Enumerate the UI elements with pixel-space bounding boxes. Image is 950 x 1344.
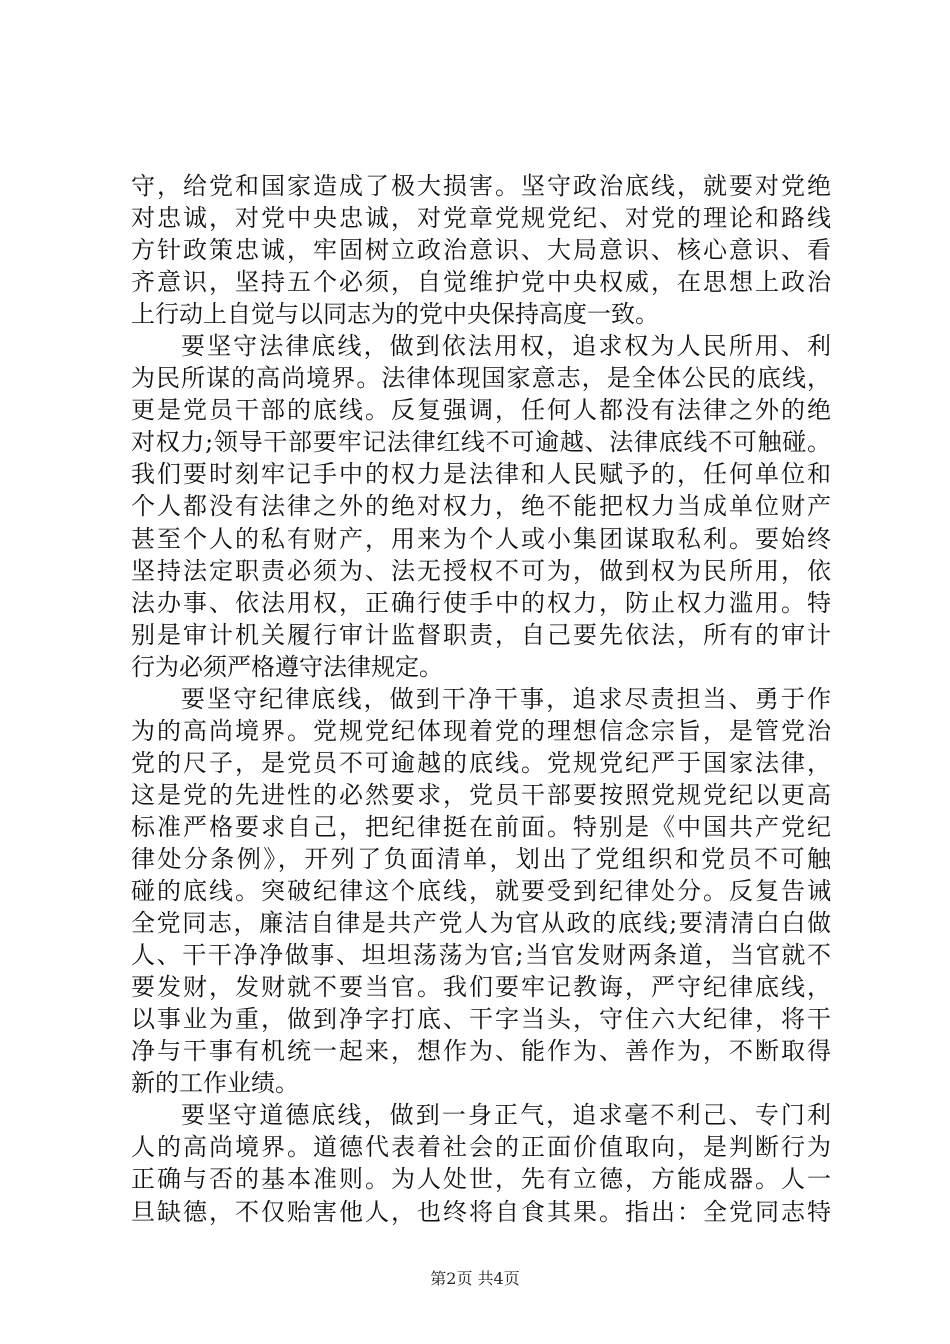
body-text: [131, 170, 831, 1228]
text-line: 别是审计机关履行审计监督职责，自己要先依法，所有的审计: [131, 620, 831, 649]
text-line: 行为必须严格遵守法律规定。: [131, 652, 443, 681]
text-line: 人的高尚境界。道德代表着社会的正面价值取向，是判断行为: [131, 1133, 831, 1162]
text-line: 上行动上自觉与以同志为的党中央保持高度一致。: [131, 300, 659, 329]
text-line: 我们要时刻牢记手中的权力是法律和人民赋予的，任何单位和: [131, 460, 831, 489]
text-line: 守，给党和国家造成了极大损害。坚守政治底线，就要对党绝: [131, 172, 831, 200]
text-line: 这是党的先进性的必然要求，党员干部要按照党规党纪以更高: [131, 780, 831, 809]
text-line: 人、干干净净做事、坦坦荡荡为官;当官发财两条道，当官就不: [131, 941, 831, 970]
text-line: 正确与否的基本准则。为人处世，先有立德，方能成器。人一: [131, 1165, 831, 1194]
text-line: 方针政策忠诚，牢固树立政治意识、大局意识、核心意识、看: [131, 236, 831, 265]
page-footer: 第2页 共4页: [430, 1269, 520, 1288]
text-line: 党的尺子，是党员不可逾越的底线。党规党纪严于国家法律，: [131, 748, 831, 777]
text-line: 坚持法定职责必须为、法无授权不可为，做到权为民所用，依: [131, 556, 831, 585]
text-line: 全党同志，廉洁自律是共产党人为官从政的底线;要清清白白做: [131, 909, 831, 938]
text-line: 齐意识，坚持五个必须，自觉维护党中央权威，在思想上政治: [131, 268, 831, 297]
text-line: 要坚守道德底线，做到一身正气，追求毫不利己、专门利: [181, 1101, 831, 1130]
text-line: 为的高尚境界。党规党纪体现着党的理想信念宗旨，是管党治: [131, 716, 831, 745]
text-line: 要发财，发财就不要当官。我们要牢记教诲，严守纪律底线，: [131, 973, 831, 1002]
text-line: 旦缺德，不仅贻害他人，也终将自食其果。指出：全党同志特: [131, 1197, 831, 1226]
text-line: 个人都没有法律之外的绝对权力，绝不能把权力当成单位财产: [131, 492, 831, 521]
text-line: 标准严格要求自己，把纪律挺在前面。特别是《中国共产党纪: [131, 812, 831, 841]
text-line: 甚至个人的私有财产，用来为个人或小集团谋取私利。要始终: [131, 524, 831, 553]
text-line: 要坚守纪律底线，做到干净干事，追求尽责担当、勇于作: [181, 684, 831, 713]
text-line: 新的工作业绩。: [131, 1069, 299, 1098]
text-line: 净与干事有机统一起来，想作为、能作为、善作为，不断取得: [131, 1037, 831, 1066]
text-line: 律处分条例》，开列了负面清单，划出了党组织和党员不可触: [131, 844, 831, 873]
text-line: 碰的底线。突破纪律这个底线，就要受到纪律处分。反复告诫: [131, 877, 831, 906]
text-line: 法办事、依法用权，正确行使手中的权力，防止权力滥用。特: [131, 588, 831, 617]
text-line: 更是党员干部的底线。反复强调，任何人都没有法律之外的绝: [131, 396, 831, 425]
text-line: 对权力;领导干部要牢记法律红线不可逾越、法律底线不可触碰。: [131, 428, 831, 457]
text-line: 为民所谋的高尚境界。法律体现国家意志，是全体公民的底线，: [131, 364, 831, 393]
text-line: 要坚守法律底线，做到依法用权，追求权为人民所用、利: [181, 332, 831, 361]
text-line: 对忠诚，对党中央忠诚，对党章党规党纪、对党的理论和路线: [131, 204, 831, 233]
text-line: 以事业为重，做到净字打底、干字当头，守住六大纪律，将干: [131, 1005, 831, 1034]
